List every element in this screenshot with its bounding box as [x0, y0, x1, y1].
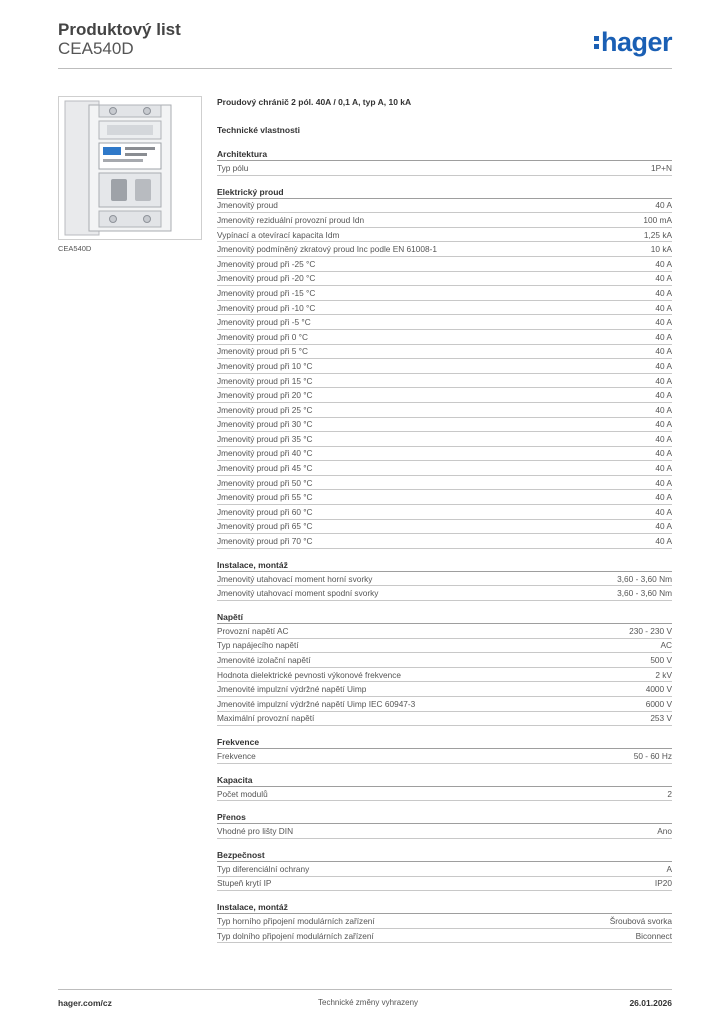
- spec-label: Frekvence: [217, 750, 256, 761]
- section-title: Architektura: [217, 146, 672, 161]
- spec-label: Hodnota dielektrické pevnosti výkonové frekvence: [217, 669, 402, 680]
- spec-row: [217, 345, 672, 360]
- spec-content: [217, 96, 672, 943]
- spec-row: [217, 432, 672, 447]
- spec-value: 40 A: [655, 258, 672, 269]
- spec-value: 40 A: [655, 419, 672, 430]
- spec-value: 10 kA: [650, 244, 672, 255]
- spec-label: Typ dolního připojení modulárních zařízení: [217, 930, 374, 941]
- hager-logo: [594, 27, 672, 58]
- spec-label: Jmenovitý proud při -15 °C: [217, 287, 316, 298]
- spec-row: [217, 787, 672, 802]
- spec-value: 230 - 230 V: [629, 625, 672, 636]
- spec-value: 40 A: [655, 346, 672, 357]
- spec-row: [217, 712, 672, 727]
- spec-row: [217, 639, 672, 654]
- spec-value: 3,60 - 3,60 Nm: [617, 573, 672, 584]
- spec-label: Jmenovitý podmíněný zkratový proud Inc podle EN 61008-1: [217, 244, 437, 255]
- section-title: Instalace, montáž: [217, 899, 672, 914]
- product-title: Proudový chránič 2 pól. 40A / 0,1 A, typ A, 10 kA: [217, 97, 412, 107]
- spec-label: Jmenovité impulzní výdržné napětí Uimp IEC 60947-3: [217, 698, 416, 709]
- spec-row: [217, 697, 672, 712]
- spec-value: A: [666, 863, 672, 874]
- spec-row: [217, 418, 672, 433]
- spec-value: 40 A: [655, 200, 672, 211]
- spec-row: [217, 374, 672, 389]
- spec-label: Jmenovitý proud při 20 °C: [217, 390, 313, 401]
- spec-label: Jmenovitý proud při 40 °C: [217, 448, 313, 459]
- spec-row: [217, 653, 672, 668]
- footer-website: hager.com/cz: [58, 998, 112, 1008]
- footer-date: 26.01.2026: [629, 998, 672, 1008]
- spec-value: 253 V: [650, 713, 672, 724]
- spec-value: Ano: [657, 826, 672, 837]
- tech-properties-heading: Technické vlastnosti: [217, 125, 300, 135]
- spec-value: 40 A: [655, 302, 672, 313]
- spec-value: 40 A: [655, 433, 672, 444]
- spec-row: [217, 914, 672, 929]
- spec-label: Jmenovitý proud při -10 °C: [217, 302, 316, 313]
- spec-label: Stupeň krytí IP: [217, 878, 272, 889]
- spec-section: [217, 899, 672, 943]
- spec-label: Typ pólu: [217, 162, 249, 173]
- spec-value: 40 A: [655, 273, 672, 284]
- spec-label: Jmenovitý proud při 55 °C: [217, 492, 313, 503]
- spec-value: 40 A: [655, 463, 672, 474]
- spec-row: [217, 447, 672, 462]
- spec-value: 1,25 kA: [643, 229, 672, 240]
- page-title: Produktový list: [58, 20, 181, 39]
- spec-value: Biconnect: [635, 930, 672, 941]
- spec-row: [217, 228, 672, 243]
- spec-label: Jmenovitý proud při 25 °C: [217, 404, 313, 415]
- spec-value: 2 kV: [655, 669, 672, 680]
- spec-sections: [217, 146, 672, 943]
- spec-value: 4000 V: [645, 684, 672, 695]
- section-title: Frekvence: [217, 734, 672, 749]
- spec-value: 40 A: [655, 506, 672, 517]
- spec-label: Počet modulů: [217, 788, 268, 799]
- spec-value: 40 A: [655, 360, 672, 371]
- spec-value: Šroubová svorka: [609, 915, 672, 926]
- header-divider: [58, 68, 672, 69]
- logo-dots-icon: [594, 34, 600, 50]
- spec-value: 40 A: [655, 404, 672, 415]
- spec-label: Provozní napětí AC: [217, 625, 289, 636]
- spec-row: [217, 572, 672, 587]
- spec-value: 40 A: [655, 492, 672, 503]
- spec-row: [217, 534, 672, 549]
- spec-row: [217, 257, 672, 272]
- spec-label: Vhodné pro lišty DIN: [217, 826, 294, 837]
- spec-row: [217, 359, 672, 374]
- image-caption: CEA540D: [58, 244, 92, 253]
- spec-section: [217, 772, 672, 802]
- spec-row: [217, 199, 672, 214]
- spec-row: [217, 624, 672, 639]
- spec-row: [217, 586, 672, 601]
- spec-value: 40 A: [655, 390, 672, 401]
- spec-value: 40 A: [655, 477, 672, 488]
- spec-value: 1P+N: [651, 162, 672, 173]
- spec-section: [217, 847, 672, 891]
- spec-row: [217, 301, 672, 316]
- spec-section: [217, 734, 672, 764]
- spec-row: [217, 824, 672, 839]
- spec-row: [217, 242, 672, 257]
- spec-value: 50 - 60 Hz: [633, 750, 672, 761]
- section-title: Elektrický proud: [217, 184, 672, 199]
- spec-label: Jmenovité izolační napětí: [217, 655, 311, 666]
- spec-label: Jmenovité impulzní výdržné napětí Uimp: [217, 684, 367, 695]
- spec-value: 40 A: [655, 317, 672, 328]
- spec-row: [217, 490, 672, 505]
- spec-section: [217, 184, 672, 549]
- spec-value: 2: [667, 788, 672, 799]
- spec-label: Jmenovitý proud při 5 °C: [217, 346, 308, 357]
- spec-label: Jmenovitý proud: [217, 200, 278, 211]
- spec-label: Jmenovitý proud při 70 °C: [217, 536, 313, 547]
- footer-divider: [58, 989, 672, 990]
- spec-label: Jmenovitý proud při 15 °C: [217, 375, 313, 386]
- spec-label: Jmenovitý reziduální provozní proud Idn: [217, 214, 365, 225]
- spec-section: [217, 809, 672, 839]
- spec-value: AC: [660, 640, 672, 651]
- spec-row: [217, 161, 672, 176]
- spec-value: IP20: [654, 878, 672, 889]
- product-code: CEA540D: [58, 39, 134, 58]
- spec-label: Jmenovitý proud při 0 °C: [217, 331, 308, 342]
- spec-row: [217, 505, 672, 520]
- spec-row: [217, 461, 672, 476]
- spec-value: 40 A: [655, 536, 672, 547]
- spec-value: 40 A: [655, 521, 672, 532]
- circuit-breaker-illustration: [59, 97, 201, 239]
- spec-section: [217, 146, 672, 176]
- spec-label: Vypínací a otevírací kapacita Idm: [217, 229, 340, 240]
- spec-value: 40 A: [655, 287, 672, 298]
- spec-label: Maximální provozní napětí: [217, 713, 315, 724]
- spec-value: 40 A: [655, 448, 672, 459]
- spec-row: [217, 388, 672, 403]
- spec-label: Jmenovitý proud při 50 °C: [217, 477, 313, 488]
- spec-section: [217, 609, 672, 726]
- logo-text: hager: [600, 27, 672, 57]
- spec-row: [217, 476, 672, 491]
- spec-label: Jmenovitý proud při 10 °C: [217, 360, 313, 371]
- spec-label: Jmenovitý proud při 65 °C: [217, 521, 313, 532]
- spec-label: Jmenovitý proud při 30 °C: [217, 419, 313, 430]
- spec-row: [217, 213, 672, 228]
- spec-value: 6000 V: [645, 698, 672, 709]
- spec-row: [217, 520, 672, 535]
- spec-label: Jmenovitý proud při -20 °C: [217, 273, 316, 284]
- spec-label: Jmenovitý proud při -5 °C: [217, 317, 311, 328]
- section-title: Instalace, montáž: [217, 557, 672, 572]
- section-title: Přenos: [217, 809, 672, 824]
- section-title: Napětí: [217, 609, 672, 624]
- spec-row: [217, 403, 672, 418]
- spec-label: Typ diferenciální ochrany: [217, 863, 310, 874]
- spec-row: [217, 315, 672, 330]
- spec-value: 3,60 - 3,60 Nm: [617, 588, 672, 599]
- product-image: [58, 96, 202, 240]
- spec-row: [217, 682, 672, 697]
- spec-label: Jmenovitý proud při 45 °C: [217, 463, 313, 474]
- section-title: Kapacita: [217, 772, 672, 787]
- spec-row: [217, 330, 672, 345]
- spec-label: Typ napájecího napětí: [217, 640, 299, 651]
- spec-value: 40 A: [655, 331, 672, 342]
- spec-value: 500 V: [650, 655, 672, 666]
- spec-row: [217, 877, 672, 892]
- spec-label: Typ horního připojení modulárních zařízení: [217, 915, 375, 926]
- footer-disclaimer: Technické změny vyhrazeny: [318, 998, 419, 1007]
- spec-label: Jmenovitý proud při 35 °C: [217, 433, 313, 444]
- spec-label: Jmenovitý utahovací moment spodní svorky: [217, 588, 379, 599]
- spec-label: Jmenovitý proud při 60 °C: [217, 506, 313, 517]
- spec-section: [217, 557, 672, 601]
- spec-row: [217, 929, 672, 944]
- section-title: Bezpečnost: [217, 847, 672, 862]
- spec-row: [217, 272, 672, 287]
- spec-row: [217, 668, 672, 683]
- spec-row: [217, 862, 672, 877]
- spec-label: Jmenovitý proud při -25 °C: [217, 258, 316, 269]
- spec-row: [217, 749, 672, 764]
- spec-label: Jmenovitý utahovací moment horní svorky: [217, 573, 373, 584]
- spec-value: 40 A: [655, 375, 672, 386]
- spec-value: 100 mA: [643, 214, 672, 225]
- spec-row: [217, 286, 672, 301]
